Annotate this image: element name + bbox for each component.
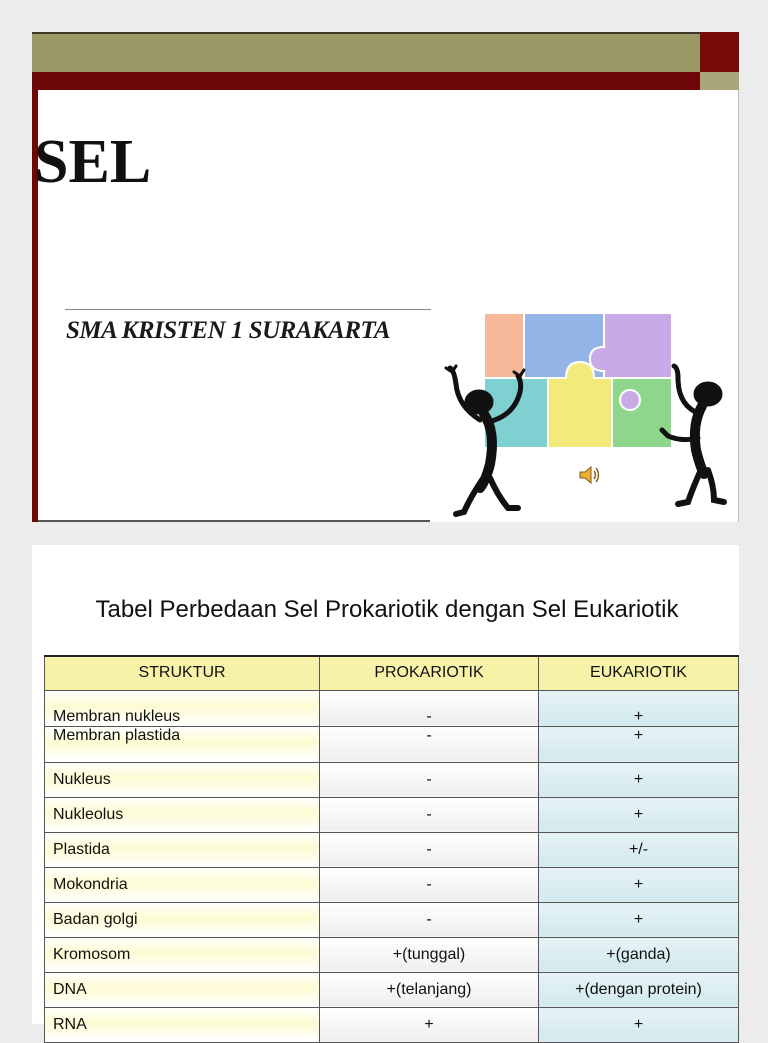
header-bar-olive: [32, 32, 700, 72]
table-slide: [32, 545, 739, 1033]
cell-struktur: Membran nukleus: [45, 690, 320, 726]
header-eukariotik: EUKARIOTIK: [539, 656, 739, 690]
puzzle-pieces: [484, 313, 672, 448]
cell-struktur: Membran plastida: [45, 726, 320, 762]
cell-struktur: Kromosom: [45, 937, 320, 972]
table-row: [45, 972, 739, 1007]
cell-struktur: RNA: [45, 1007, 320, 1042]
cell-struktur: Nukleolus: [45, 797, 320, 832]
table-row: [45, 762, 739, 797]
header-bar-maroon: [32, 72, 700, 90]
cell-prokariotik: -: [320, 762, 539, 797]
table-row: [45, 797, 739, 832]
cell-prokariotik: -: [320, 726, 539, 762]
table-title: Tabel Perbedaan Sel Prokariotik dengan Sel Eukariotik: [95, 596, 679, 623]
cell-prokariotik: -: [320, 690, 539, 726]
cell-prokariotik: -: [320, 867, 539, 902]
header-struktur: STRUKTUR: [45, 656, 320, 690]
table-row: [45, 726, 739, 762]
table-row: [45, 937, 739, 972]
cell-eukariotik: +: [539, 797, 739, 832]
cell-prokariotik: +(telanjang): [320, 972, 539, 1007]
header-prokariotik: PROKARIOTIK: [320, 656, 539, 690]
subtitle-rule: [65, 309, 431, 310]
cell-eukariotik: +: [539, 762, 739, 797]
table-row: [45, 690, 739, 726]
table-row: [45, 867, 739, 902]
table-row: [45, 832, 739, 867]
title-slide: [32, 32, 739, 522]
cell-eukariotik: +: [539, 726, 739, 762]
cell-prokariotik: -: [320, 832, 539, 867]
header-square-olive: [700, 72, 739, 90]
cell-prokariotik: +(tunggal): [320, 937, 539, 972]
cell-struktur: Mokondria: [45, 867, 320, 902]
cell-struktur: DNA: [45, 972, 320, 1007]
cell-eukariotik: +: [539, 690, 739, 726]
cell-eukariotik: +(dengan protein): [539, 972, 739, 1007]
table-header-row: [45, 656, 739, 690]
puzzle-piece-green: [612, 378, 672, 448]
bottom-line: [38, 520, 430, 522]
cell-eukariotik: +(ganda): [539, 937, 739, 972]
table-row: [45, 902, 739, 937]
cell-eukariotik: +: [539, 867, 739, 902]
cell-eukariotik: +/-: [539, 832, 739, 867]
cell-struktur: Nukleus: [45, 762, 320, 797]
comparison-table: [44, 655, 739, 1043]
header-square-maroon: [700, 32, 739, 72]
speaker-icon[interactable]: [576, 462, 602, 488]
school-name: SMA KRISTEN 1 SURAKARTA: [66, 317, 391, 344]
cell-prokariotik: -: [320, 902, 539, 937]
slide-title: SEL: [34, 128, 152, 196]
cell-struktur: Badan golgi: [45, 902, 320, 937]
cell-prokariotik: -: [320, 797, 539, 832]
puzzle-knob: [620, 390, 640, 410]
table-row: [45, 1007, 739, 1042]
cell-eukariotik: +: [539, 1007, 739, 1042]
cell-prokariotik: +: [320, 1007, 539, 1042]
puzzle-illustration: [444, 310, 734, 522]
cell-struktur: Plastida: [45, 832, 320, 867]
cell-eukariotik: +: [539, 902, 739, 937]
